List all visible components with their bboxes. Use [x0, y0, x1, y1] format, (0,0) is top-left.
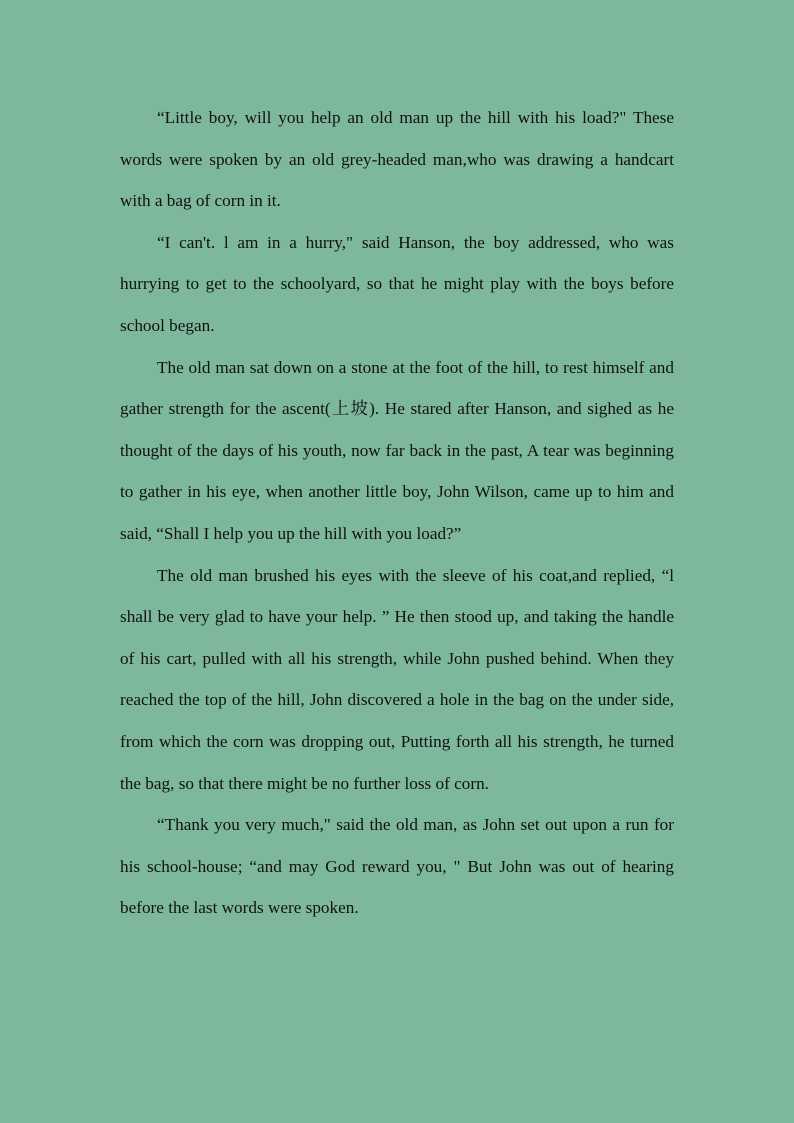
paragraph-4: The old man brushed his eyes with the sleeve of his coat,and replied, “l shall be very glad to have your help. ” He then stood up, and taking the handle of his cart, pulled with all his strength, while John pushed behind. When they reached the top of the hill, John discovered a hole in the bag on the under side, from which the corn was dropping out, Putting forth all his strength, he turned the bag, so that there might be no further loss of corn.	[120, 565, 674, 793]
document-page	[120, 97, 674, 929]
paragraph-1: “Little boy, will you help an old man up the hill with his load?" These words were spoken by an old grey-headed man,who was drawing a handcart with a bag of corn in it.	[120, 108, 674, 211]
paragraph-2: “I can't. l am in a hurry," said Hanson, the boy addressed, who was hurrying to get to the schoolyard, so that he might play with the boys before school began.	[120, 232, 674, 335]
paragraph-3: The old man sat down on a stone at the foot of the hill, to rest himself and gather strength for the ascent(上坡). He stared after Hanson, and sighed as he thought of the days of his youth, now far back in the past, A tear was beginning to gather in his eye, when another little boy, John Wilson, came up to him and said, “Shall I help you up the hill with you load?”	[120, 357, 674, 543]
paragraph-5: “Thank you very much," said the old man, as John set out upon a run for his school-house; “and may God reward you, " But John was out of hearing before the last words were spoken.	[120, 815, 674, 918]
